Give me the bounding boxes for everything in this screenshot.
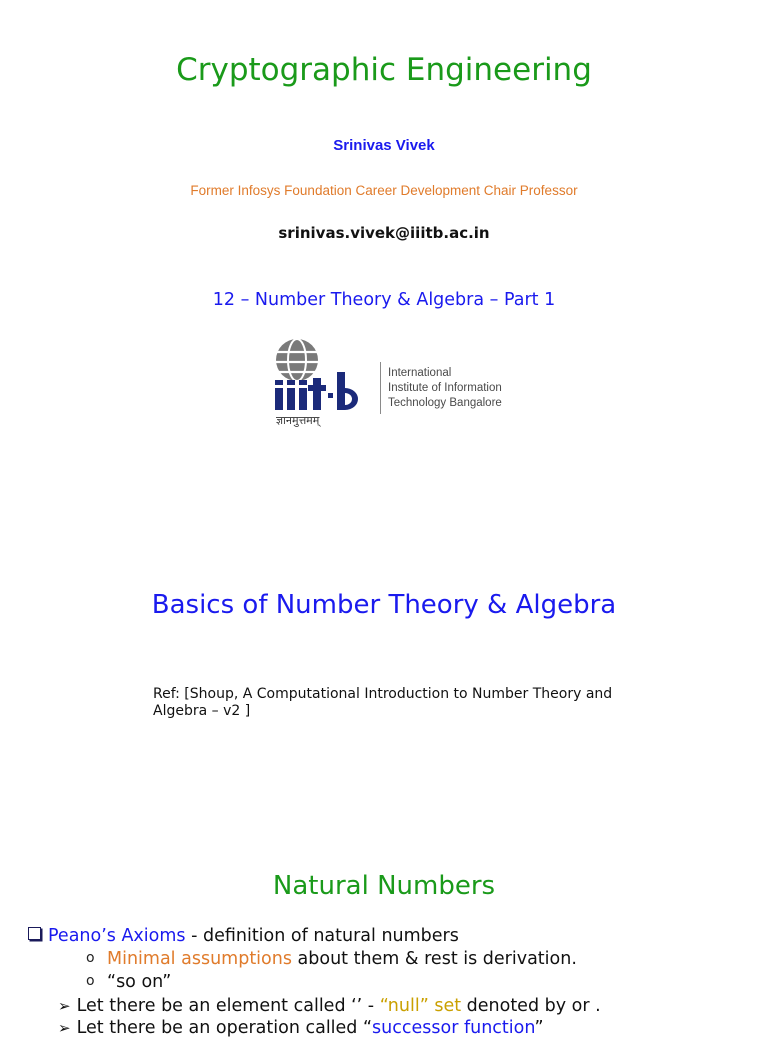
lecture-title: 12 – Number Theory & Algebra – Part 1: [212, 290, 556, 310]
bullet-text-rest: denoted by or .: [461, 996, 601, 1016]
bullet-text: - definition of natural numbers: [185, 926, 459, 946]
iiitb-logo: [272, 338, 522, 430]
circle-bullet-icon: o: [86, 950, 95, 966]
bullet-so-on: [86, 972, 171, 992]
logo-tagline: ज्ञानमुत्तमम्: [276, 414, 320, 427]
bullet-peano-axioms: [28, 926, 459, 946]
bullet-text: Let there be an element called ‘’ -: [76, 996, 380, 1016]
arrow-bullet-icon: ➢: [58, 1019, 71, 1037]
bullet-highlight: successor function: [372, 1018, 535, 1038]
slide3-title: Natural Numbers: [272, 871, 496, 901]
reference-line-2: Algebra – v2 ]: [153, 703, 251, 719]
logo-line-3: Technology Bangalore: [388, 397, 502, 409]
logo-line-1: International: [388, 367, 452, 379]
iiitb-logo-mark: [272, 338, 382, 430]
author-position: Former Infosys Foundation Career Development Chair Professor: [190, 183, 578, 198]
author-name: Srinivas Vivek: [333, 137, 435, 154]
logo-institute-name: [388, 366, 502, 411]
square-bullet-icon: [28, 927, 41, 940]
arrow-bullet-icon: ➢: [58, 997, 71, 1015]
bullet-highlight: Peano’s Axioms: [48, 926, 186, 946]
bullet-highlight: “null” set: [379, 996, 462, 1016]
reference-text: [153, 686, 643, 720]
bullet-highlight: Minimal assumptions: [107, 949, 292, 969]
logo-divider: [380, 362, 381, 414]
reference-line-1: Ref: [Shoup, A Computational Introduction to Number Theory and: [153, 686, 613, 702]
bullet-successor-function: [58, 1018, 544, 1038]
bullet-minimal-assumptions: [86, 949, 577, 969]
circle-bullet-icon: o: [86, 973, 95, 989]
bullet-text-rest: ”: [534, 1018, 544, 1038]
bullet-text: “so on”: [107, 972, 172, 992]
logo-line-2: Institute of Information: [388, 382, 502, 394]
slide1-title: Cryptographic Engineering: [176, 52, 592, 88]
slide2-title: Basics of Number Theory & Algebra: [151, 590, 617, 620]
bullet-text: Let there be an operation called “: [76, 1018, 373, 1038]
author-email: srinivas.vivek@iiitb.ac.in: [278, 224, 490, 242]
bullet-null-set: [58, 996, 601, 1016]
bullet-text: about them & rest is derivation.: [291, 949, 577, 969]
